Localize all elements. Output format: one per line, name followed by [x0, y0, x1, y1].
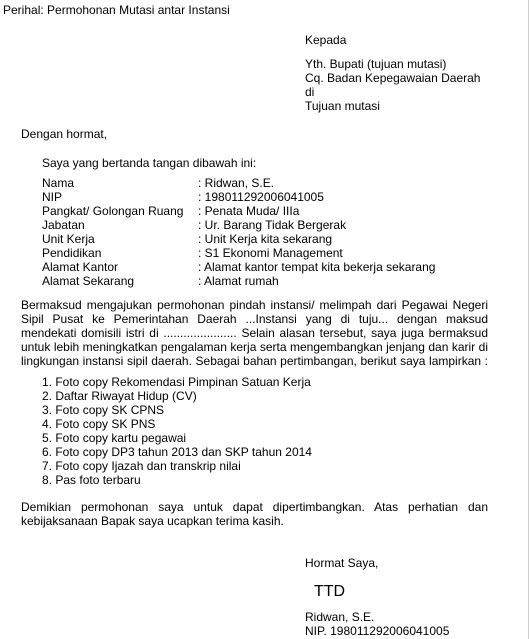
subject-line: Perihal: Permohonan Mutasi antar Instansi [3, 3, 230, 17]
identity-label: Alamat Kantor [42, 260, 119, 274]
identity-label: Alamat Sekarang [42, 274, 135, 288]
body-line: Bermaksud mengajukan permohonan pindah instansi/ melimpah dari Pegawai Negeri [21, 298, 488, 312]
intro-text: Saya yang bertanda tangan dibawah ini: [42, 156, 257, 170]
signer-name: Ridwan, S.E. [305, 610, 375, 624]
identity-label: NIP [42, 190, 63, 204]
signature-ttd: TTD [314, 583, 346, 600]
attachment-item: 4. Foto copy SK PNS [42, 417, 156, 431]
attachment-item: 2. Daftar Riwayat Hidup (CV) [42, 389, 197, 403]
identity-label: Pendidikan [42, 246, 102, 260]
identity-value: : Alamat kantor tempat kita bekerja sekarang [198, 260, 436, 274]
closing-line: Demikian permohonan saya untuk dapat dipertimbangkan. Atas perhatian dan [21, 500, 488, 514]
identity-label: Unit Kerja [42, 232, 95, 246]
attachment-item: 5. Foto copy kartu pegawai [42, 431, 187, 445]
attachment-item: 8. Pas foto terbaru [42, 473, 141, 487]
identity-label: Pangkat/ Golongan Ruang [42, 204, 184, 218]
recipient-line: Tujuan mutasi [305, 99, 380, 113]
signature-salutation: Hormat Saya, [305, 556, 379, 570]
identity-value: : Ur. Barang Tidak Bergerak [198, 218, 347, 232]
identity-value: : Penata Muda/ IIIa [198, 204, 300, 218]
identity-value: : Ridwan, S.E. [198, 176, 275, 190]
body-line: Sipil Pusat ke Pemerintahan Daerah ...Instansi yang di tuju... dengan maksud [21, 312, 488, 326]
identity-label: Jabatan [42, 218, 85, 232]
identity-value: : S1 Ekonomi Management [198, 246, 343, 260]
identity-value: : Alamat rumah [198, 274, 279, 288]
attachment-item: 3. Foto copy SK CPNS [42, 403, 165, 417]
signer-nip: NIP. 198011292006041005 [305, 624, 450, 638]
identity-value: : 198011292006041005 [198, 190, 324, 204]
recipient-line: Yth. Bupati (tujuan mutasi) [305, 57, 447, 71]
recipient-line: Cq. Badan Kepegawaian Daerah [305, 71, 481, 85]
attachment-item: 7. Foto copy Ijazah dan transkrip nilai [42, 459, 241, 473]
attachment-item: 6. Foto copy DP3 tahun 2013 dan SKP tahun 2014 [42, 445, 312, 459]
body-line: untuk lebih meningkatkan pengalaman kerja serta mengembangkan jenjang dan karir di [21, 340, 488, 354]
body-line: mendekati domisili istri di ...................... Selain alasan tersebut, saya juga bermaksud [21, 326, 488, 340]
body-line: lingkungan instansi sipil daerah. Sebagai bahan pertimbangan, berikut saya lampirkan : [21, 354, 488, 368]
identity-value: : Unit Kerja kita sekarang [198, 232, 333, 246]
recipient-line: di [305, 85, 315, 99]
greeting: Dengan hormat, [21, 127, 108, 141]
closing-line: kebijaksanaan Bapak saya ucapkan terima kasih. [21, 514, 284, 528]
attachment-item: 1. Foto copy Rekomendasi Pimpinan Satuan Kerja [42, 375, 311, 389]
identity-label: Nama [42, 176, 75, 190]
recipient-kepada: Kepada [305, 33, 347, 47]
